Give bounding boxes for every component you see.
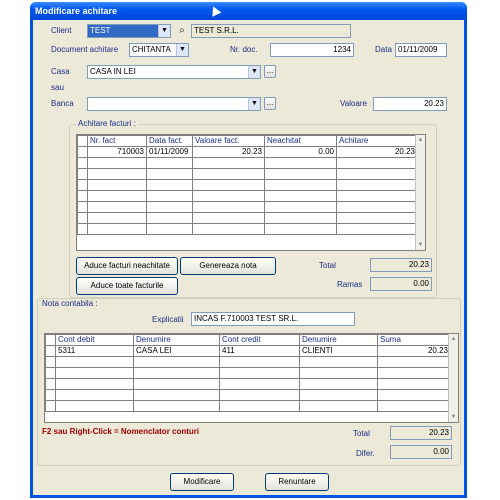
explicatii-value: INCAS F.710003 TEST SR.L. (194, 314, 299, 323)
nota-scrollbar[interactable] (448, 334, 458, 422)
nomenclator-hint: F2 sau Right-Click = Nomenclator conturi (42, 427, 200, 436)
table-row[interactable] (46, 379, 451, 390)
nota-total-field (390, 426, 452, 440)
table-row[interactable] (46, 368, 451, 379)
table-row[interactable] (78, 202, 418, 213)
nrdoc-label: Nr. doc. (230, 45, 258, 54)
banca-label: Banca (51, 99, 74, 108)
nota-total-value: 20.23 (428, 428, 449, 437)
difer-value: 0.00 (433, 447, 449, 456)
scroll-down-icon[interactable]: ▼ (417, 242, 424, 248)
aduce-toate-label: Aduce toate facturile (90, 281, 164, 290)
facturi-group-label: Achitare facturi : (78, 119, 136, 128)
cell-suma[interactable]: 20.23 (378, 346, 451, 357)
genereaza-nota-label: Genereaza nota (199, 261, 257, 270)
date-value: 01/11/2009 (398, 45, 438, 54)
nota-table (45, 334, 451, 412)
table-row[interactable] (78, 147, 418, 158)
casa-combo[interactable] (87, 65, 261, 79)
table-row[interactable] (46, 357, 451, 368)
nota-grid[interactable] (44, 333, 459, 423)
nota-total-label: Total (353, 429, 370, 438)
table-row[interactable] (78, 224, 418, 235)
cell-nr-fact[interactable]: 710003 (88, 147, 147, 158)
col-suma[interactable]: Suma (378, 335, 451, 346)
aduce-toate-facturile-button[interactable] (76, 277, 178, 295)
facturi-group (69, 119, 437, 298)
nota-group-label: Nota contabila : (42, 299, 98, 308)
ramas-label: Ramas (337, 280, 363, 289)
chevron-down-icon[interactable]: ▼ (176, 44, 188, 56)
client-name-value: TEST S.R.L. (194, 26, 239, 35)
nrdoc-input[interactable] (270, 43, 354, 57)
col-cont-credit[interactable]: Cont credit (220, 335, 300, 346)
aduce-neachitate-label: Aduce facturi neachitate (84, 261, 170, 270)
dialog-body (33, 20, 464, 495)
banca-combo[interactable] (87, 97, 261, 111)
cell-denumire-credit[interactable]: CLIENTI (300, 346, 378, 357)
col-achitare[interactable]: Achitare (337, 136, 418, 147)
chevron-down-icon[interactable]: ▼ (248, 66, 260, 78)
col-denumire-debit[interactable]: Denumire (134, 335, 220, 346)
table-row[interactable] (78, 191, 418, 202)
client-code-combo[interactable] (87, 24, 171, 38)
explicatii-label: Explicatii (152, 315, 184, 324)
col-data-fact[interactable]: Data fact. (147, 136, 193, 147)
dialog-window (30, 2, 467, 498)
scroll-up-icon[interactable]: ▲ (450, 336, 457, 342)
cell-valoare-fact[interactable]: 20.23 (193, 147, 265, 158)
scroll-up-icon[interactable]: ▲ (417, 137, 424, 143)
valoare-label: Valoare (340, 99, 367, 108)
sau-label: sau (51, 83, 64, 92)
casa-value: CASA IN LEI (90, 67, 136, 76)
difer-label: Difer. (356, 449, 375, 458)
modificare-label: Modificare (183, 477, 221, 486)
facturi-header-row (78, 136, 418, 147)
facturi-grid[interactable] (76, 134, 426, 251)
aduce-facturi-neachitate-button[interactable] (76, 257, 178, 275)
binoculars-icon[interactable]: ⌕ (179, 25, 185, 36)
facturi-total-label: Total (319, 261, 336, 270)
client-code-value: TEST (90, 26, 111, 35)
client-label: Client (51, 26, 72, 35)
doc-label: Document achitare (51, 45, 119, 54)
renuntare-label: Renuntare (278, 477, 316, 486)
valoare-input[interactable] (373, 97, 447, 111)
ramas-value: 0.00 (413, 279, 429, 288)
date-input[interactable] (395, 43, 447, 57)
explicatii-input[interactable] (191, 312, 355, 326)
banca-browse-button[interactable]: ... (264, 97, 276, 110)
nota-group (37, 298, 461, 466)
table-row[interactable] (78, 158, 418, 169)
cell-cont-debit[interactable]: 5311 (56, 346, 134, 357)
facturi-total-value: 20.23 (408, 260, 429, 269)
facturi-scrollbar[interactable] (415, 135, 425, 250)
facturi-total-field (370, 258, 432, 272)
table-row[interactable] (46, 346, 451, 357)
difer-field (390, 445, 452, 459)
nrdoc-value: 1234 (333, 45, 351, 54)
renuntare-button[interactable] (265, 473, 329, 491)
facturi-table (77, 135, 418, 235)
data-label: Data (375, 45, 392, 54)
col-valoare-fact[interactable]: Valoare fact. (193, 136, 265, 147)
window-title: Modificare achitare (35, 6, 118, 16)
cell-denumire-debit[interactable]: CASA LEI (134, 346, 220, 357)
table-row[interactable] (46, 390, 451, 401)
cell-cont-credit[interactable]: 411 (220, 346, 300, 357)
cell-achitare[interactable]: 20.23 (337, 147, 418, 158)
table-row[interactable] (78, 213, 418, 224)
genereaza-nota-button[interactable] (180, 257, 276, 275)
doc-type-combo[interactable] (129, 43, 189, 57)
title-bar[interactable] (30, 2, 467, 20)
cell-data-fact[interactable]: 01/11/2009 (147, 147, 193, 158)
valoare-value: 20.23 (423, 99, 444, 108)
col-denumire-credit[interactable]: Denumire (300, 335, 378, 346)
chevron-down-icon[interactable]: ▼ (248, 98, 260, 110)
table-row[interactable] (78, 180, 418, 191)
chevron-down-icon[interactable]: ▼ (158, 25, 170, 37)
col-neachitat[interactable]: Neachitat (265, 136, 337, 147)
modificare-button[interactable] (170, 473, 234, 491)
casa-browse-button[interactable]: ... (264, 65, 276, 78)
col-nr-fact[interactable]: Nr. fact (88, 136, 147, 147)
table-row[interactable] (78, 169, 418, 180)
col-cont-debit[interactable]: Cont debit (56, 335, 134, 346)
cell-neachitat[interactable]: 0.00 (265, 147, 337, 158)
doc-type-value: CHITANTA (132, 45, 171, 54)
client-name-field (191, 24, 351, 38)
table-row[interactable] (46, 401, 451, 412)
nota-header-row (46, 335, 451, 346)
ramas-field (370, 277, 432, 291)
casa-label: Casa (51, 67, 70, 76)
scroll-down-icon[interactable]: ▼ (450, 414, 457, 420)
